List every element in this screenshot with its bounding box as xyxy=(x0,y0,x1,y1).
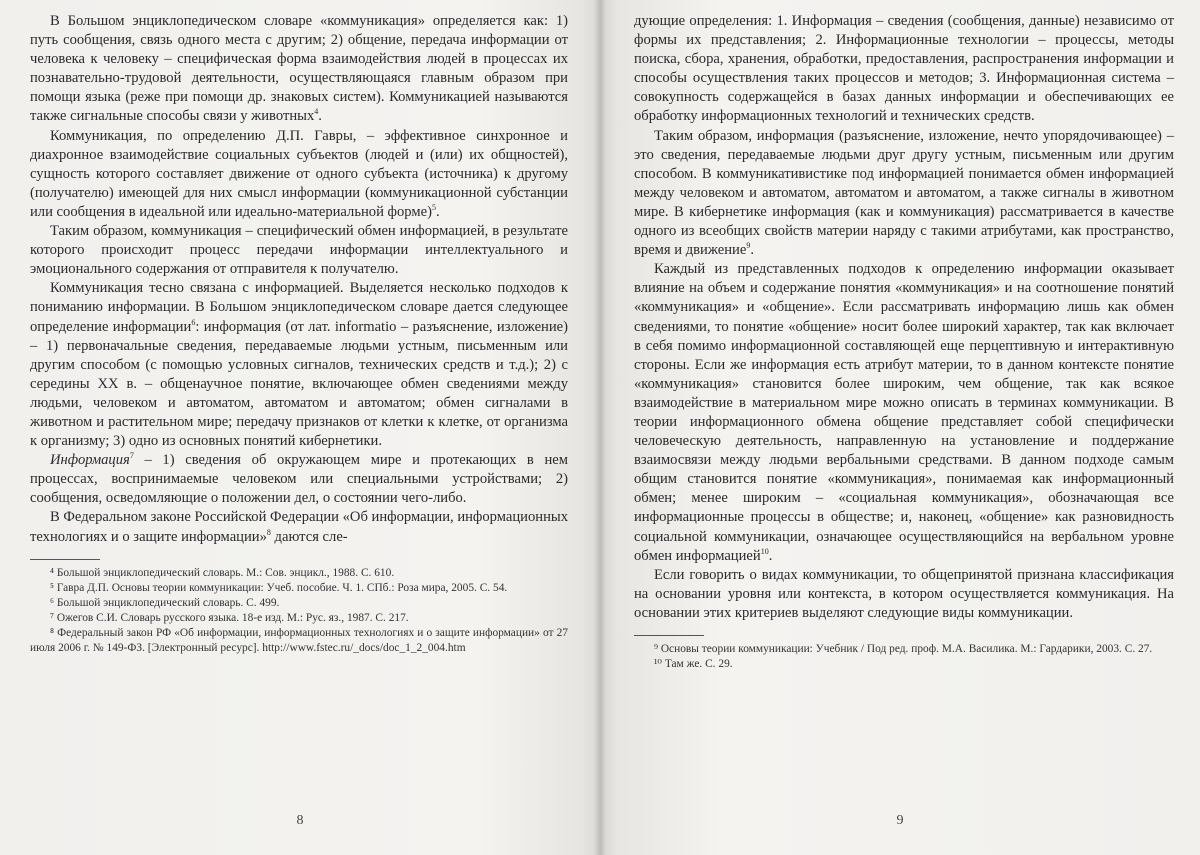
paragraph: Коммуникация тесно связана с информацией. Выделяется несколько подходов к пониманию информации. В Большом энциклопедическом словаре дается следующее определение информации$^6$: информация (от лат. informatio – разъяснение, изложение) – 1) первоначальные сведения, передаваемые людьми устным, письменным или другим способом (с помощью условных сигналов, технических средств и т.д.); 2) с середины XX в. – общенаучное понятие, включающее обмен сведениями между людьми, человеком и автоматом, автоматом и автоматом; обмен сигналами в животном и растительном мире; передачу признаков от клетки к клетке, от организма к организму; 3) одно из основных понятий кибернетики. xyxy=(30,280,569,450)
paragraph: Таким образом, информация (разъяснение, изложение, нечто упорядочивающее) – это сведения, передаваемые людьми друг другу устным, письменным или другим способом. В коммуникативистике под информацией понимается обмен информацией между человеком и автоматом, автоматом и автоматом, а также сигналы в животном мире. В кибернетике информация (как и коммуникация) рассматривается в качестве одного из всеобщих свойств материи наряду с такими атрибутами, как пространство, время и движение$^9$. xyxy=(634,127,1174,259)
paragraph: В Федеральном законе Российской Федерации «Об информации, информационных технологиях и о защите информации»$^8$ даются сле- xyxy=(30,509,569,545)
paragraph: дующие определения: 1. Информация – сведения (сообщения, данные) независимо от формы их представления; 2. Информационные технологии – процессы, методы поиска, сбора, хранения, обработки, предоставления, распространения информации и способы осуществления таких процессов и методов; 3. Информационная система – совокупность содержащейся в базах данных информации и обеспечивающих ее обработку информационных технологий и технических средств. xyxy=(634,13,1174,125)
paragraph: Каждый из представленных подходов к определению информации оказывает влияние на объем и содержание понятия «коммуникация» и на соотношение понятий «коммуникация» и «общение». Если рассматривать информацию лишь как обмен сведениями, то понятие «общение» носит более широкий характер, так как включает в себя помимо информационной составляющей еще перцептивную и интерактивную стороны. Если же информация есть атрибут материи, то в данном контексте понятие «коммуникация» становится более широким, чем общение, так как всякое взаимодействие в материальном мире можно описать в терминах коммуникации. В теории информационного обмена общение представляет собой специфически человеческую деятельность, направленную на установление и поддержание взаимосвязи между людьми вербальными средствами. В данном подходе самым общим становится понятие «коммуникация», понимаемая как информационный обмен; менее широким – «социальная коммуникация», обозначающая все информационные процессы в обществе; и, наконец, «общение» как разновидность социальной коммуникации, означающее осуществляющийся на вербальном уровне обмен информацией$^{10}$. xyxy=(634,261,1174,564)
right-page-body xyxy=(634,12,1174,623)
footnote: ⁵ Гавра Д.П. Основы теории коммуникации: Учеб. пособие. Ч. 1. СПб.: Роза мира, 2005. С. 54. xyxy=(50,581,508,594)
right-page xyxy=(600,0,1200,855)
paragraph: Если говорить о видах коммуникации, то общепринятой признана классификация на основании уровня или контекста, в котором осуществляется коммуникация. На основании этих критериев выделяют следующие виды коммуникации. xyxy=(634,566,1174,621)
paragraph: Коммуникация, по определению Д.П. Гавры, – эффективное синхронное и диахронное взаимодействие социальных субъектов (людей и (или) их общностей), сущность которого составляет движение от одного субъекта (источника) к другому (получателю) имеющей для них смысл информации (коммуникационной субстанции или сообщения в идеальной или идеально-материальной форме)$^5$. xyxy=(30,127,568,220)
paragraph: Таким образом, коммуникация – специфический обмен информацией, в результате которого происходит процесс передачи информации интеллектуального и эмоционального содержания от отправителя к получателю. xyxy=(30,223,568,278)
right-footnotes xyxy=(634,642,1174,672)
left-footnotes xyxy=(30,566,568,656)
footnote: ⁹ Основы теории коммуникации: Учебник / Под ред. проф. М.А. Василика. М.: Гардарики, 2003. С. 27. xyxy=(654,643,1153,655)
page-number-left: 8 xyxy=(296,813,304,828)
left-page-body xyxy=(30,12,568,547)
footnote: ⁴ Большой энциклопедический словарь. М.: Сов. энцикл., 1988. С. 610. xyxy=(50,566,395,579)
paragraph: В Большом энциклопедическом словаре «коммуникация» определяется как: 1) путь сообщения, связь одного места с другим; 2) общение, передача информации от человека к человеку – специфическая форма взаимодействия людей в процессах их познавательно-трудовой деятельности, осуществляющаяся главным образом при помощи языка (реже при помощи др. знаковых систем). Коммуникацией называются также сигнальные способы связи у животных$^4$. xyxy=(30,13,568,125)
page-number-right: 9 xyxy=(896,813,904,828)
footnote: ⁶ Большой энциклопедический словарь. С. 499. xyxy=(50,596,280,609)
footnote: ⁸ Федеральный закон РФ «Об информации, информационных технологиях и о защите информации» от 27 июля 2006 г. № 149-ФЗ. [Электронный ресурс]. http://www.fstec.ru/_docs/doc_1_2_004.htm xyxy=(30,626,568,654)
footnote: ⁷ Ожегов С.И. Словарь русского языка. 18-е изд. М.: Рус. яз., 1987. С. 217. xyxy=(50,611,409,624)
paragraph: Информация$^7$ – 1) сведения об окружающем мире и протекающих в нем процессах, воспринимаемые человеком или специальными устройствами; 2) сообщения, осведомляющие о положении дел, о состоянии чего-либо. xyxy=(30,451,568,507)
footnote-divider xyxy=(30,559,100,560)
footnote: ¹⁰ Там же. С. 29. xyxy=(654,658,733,670)
footnote-divider xyxy=(634,635,704,636)
